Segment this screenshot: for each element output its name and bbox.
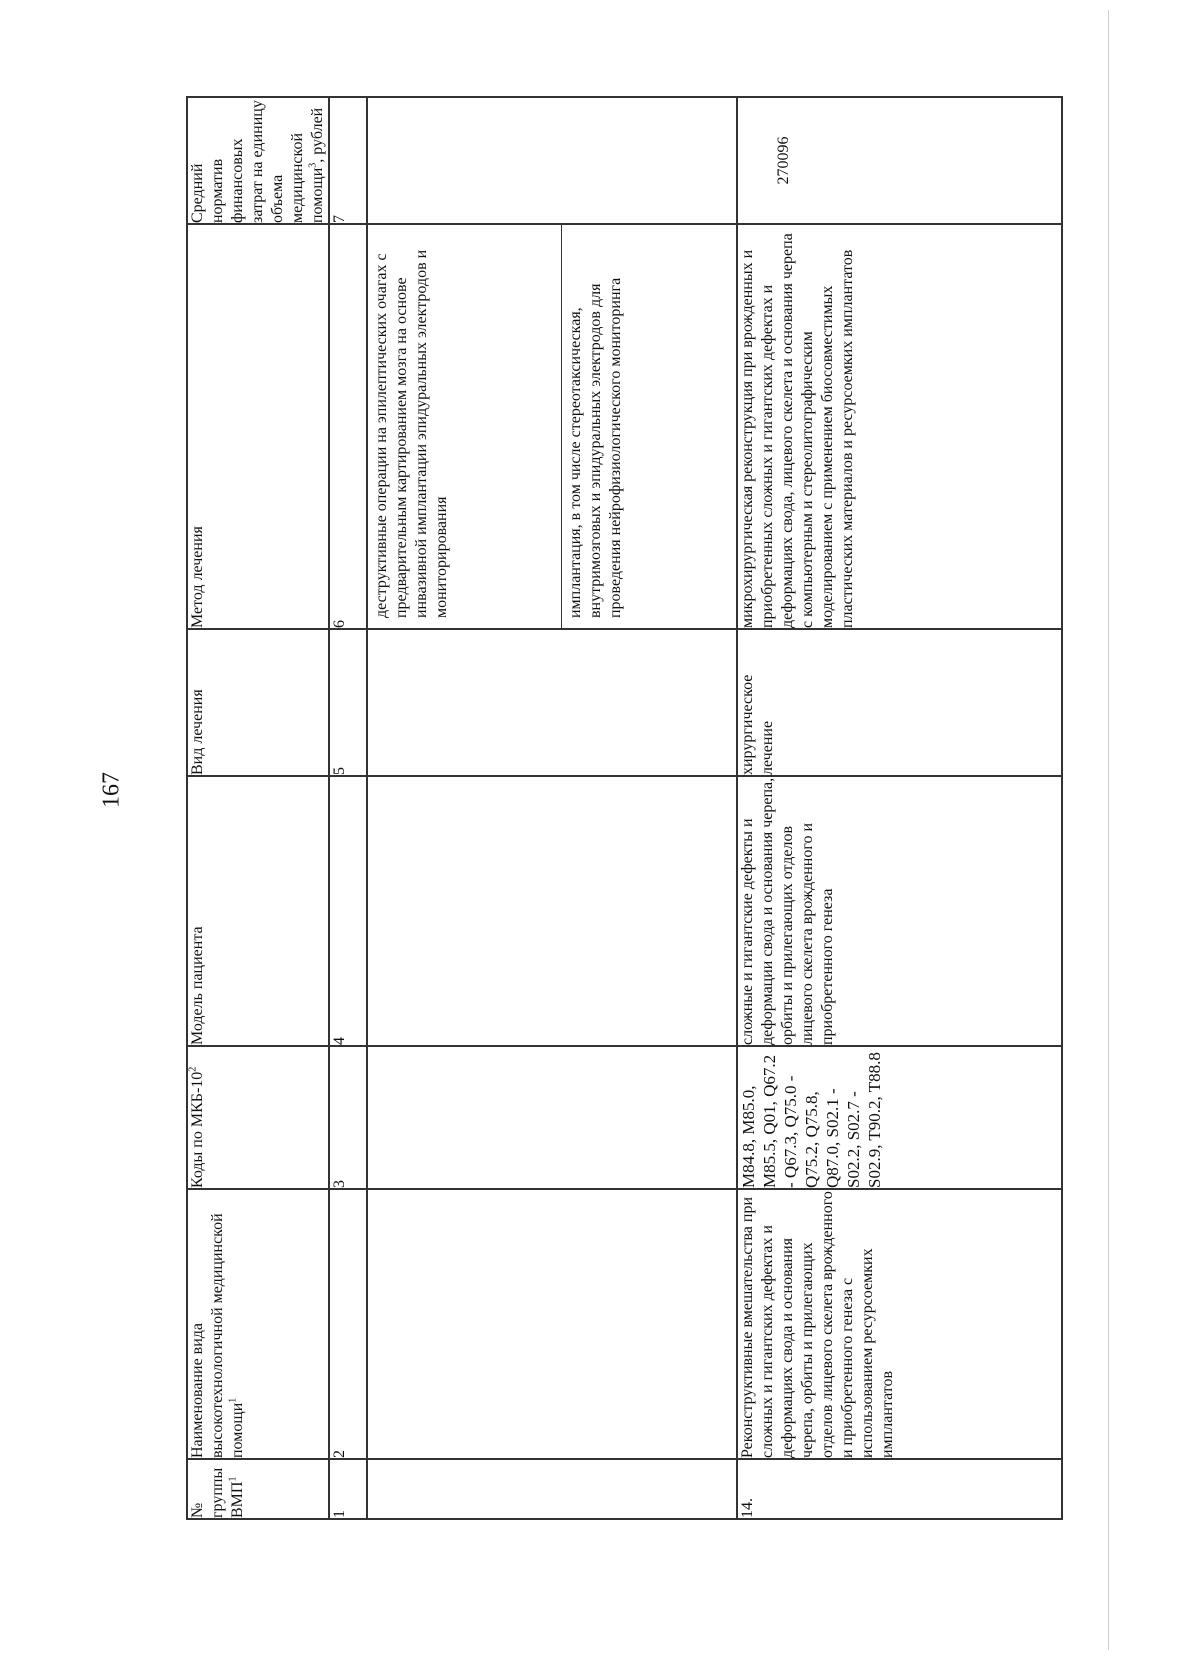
header-treatment-type: Вид лечения [187,629,329,776]
column-number-row [329,97,367,1519]
column-number: 3 [329,1046,367,1189]
header-cost-standard: Средний норматив финансовых затрат на единицу объема медицинской помощи$^3$, рублей [187,97,329,224]
method-electrode-implantation: имплантация, в том числе стереотаксическая, внутримозговых и эпидуральных электродов для проведения нейрофизиологического мониторинга [567,277,624,618]
empty-cell [367,1189,737,1459]
method-destructive-operations: деструктивные операции на эпилептических очагах с предварительным картированием мозга на основе инвазивной имплантации эпидуральных электродов и мониторирования [368,225,562,628]
header-patient-model: Модель пациента [187,776,329,1046]
treatment-method: микрохирургическая реконструкция при врожденных и приобретенных сложных и гигантских дефектах и деформациях свода, лицевого скелета и основания черепа с компьютерным и стереолитографическим моделированием с применением биосовместимых пластических материалов и ресурсоемких имплантатов [737,224,1062,629]
column-number: 5 [329,629,367,776]
empty-cell [367,1046,737,1189]
vmp-table [186,96,1063,1520]
empty-cell [367,629,737,776]
table-row-14 [737,97,1062,1519]
header-vmp-name: Наименование вида высокотехнологичной медицинской помощи$^1$ [187,1189,329,1459]
page-number: 167 [98,772,125,808]
header-treatment-method: Метод лечения [187,224,329,629]
empty-cell [367,776,737,1046]
icd-codes: M84.8, M85.0, M85.5, Q01, Q67.2 - Q67.3, Q75.0 - Q75.2, Q75.8, Q87.0, S02.1 - S02.2, S02.7 - S02.9, T90.2, T88.8 [737,1046,1062,1189]
scan-edge-line [1108,10,1109,1650]
column-number: 7 [329,97,367,224]
table-row-continuation [367,97,737,1519]
column-number: 1 [329,1459,367,1519]
empty-cell [367,97,737,224]
column-number: 6 [329,224,367,629]
patient-model: сложные и гигантские дефекты и деформации свода и основания черепа, орбиты и прилегающих отделов лицевого скелета врожденного и приобретенного генеза [737,776,1062,1046]
empty-cell [367,1459,737,1519]
header-icd-codes: Коды по МКБ-$10^2$ [187,1046,329,1189]
rotated-table-container [186,98,1063,1520]
treatment-type: хирургическое лечение [737,629,1062,776]
continuation-methods-cell [367,224,737,629]
cost-value: 270096 [737,97,1062,224]
vmp-name: Реконструктивные вмешательства при сложных и гигантских дефектах и деформациях свода и основания черепа, орбиты и прилегающих отделов лицевого скелета врожденного и приобретенного генеза с использованием ресурсоемких имплантатов [737,1189,1062,1459]
column-number: 2 [329,1189,367,1459]
table-header-row [187,97,329,1519]
group-number: 14. [737,1459,1062,1519]
header-group-number: № группы ВМП$^1$ [187,1459,329,1519]
column-number: 4 [329,776,367,1046]
